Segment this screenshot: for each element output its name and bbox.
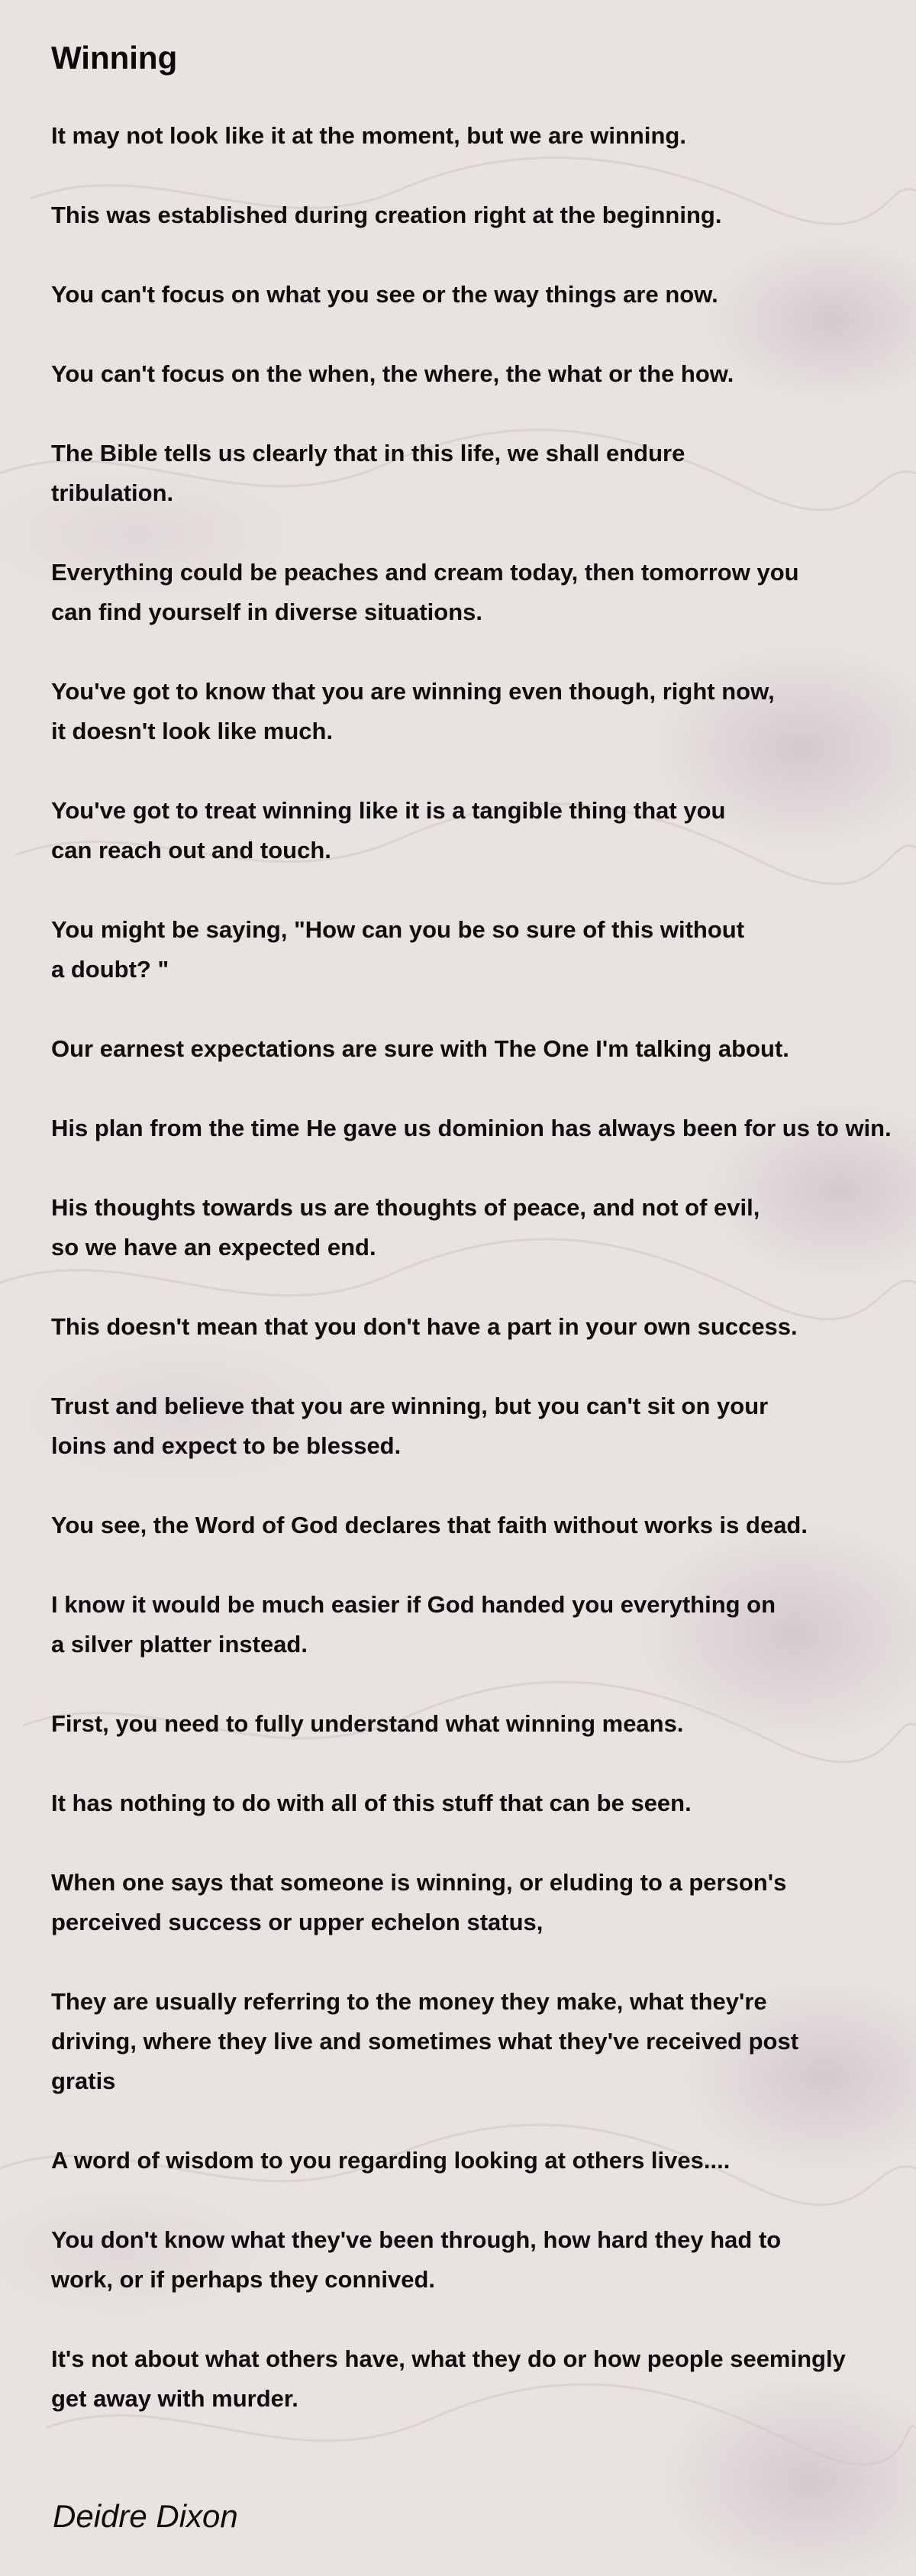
poem-line: I know it would be much easier if God handed you everything on <box>51 1591 776 1618</box>
poem-line: Trust and believe that you are winning, but you can't sit on your <box>51 1393 769 1419</box>
poem-stanza <box>51 1188 892 1267</box>
poem-stanza <box>51 1863 892 1942</box>
poem-line: so we have an expected end. <box>51 1234 376 1261</box>
poem-line: You might be saying, "How can you be so sure of this without <box>51 916 745 943</box>
poem-line: a silver platter instead. <box>51 1631 308 1658</box>
poem-line: tribulation. <box>51 479 174 506</box>
poem-line: They are usually referring to the money they make, what they're <box>51 1988 767 2015</box>
poem-stanza <box>51 1704 892 1744</box>
poem-line: get away with murder. <box>51 2385 298 2412</box>
poem-line: You can't focus on what you see or the way things are now. <box>51 281 718 308</box>
poem-line: It's not about what others have, what they do or how people seemingly <box>51 2345 846 2372</box>
poem-stanza <box>51 553 892 632</box>
poem-author: Deidre Dixon <box>53 2498 238 2534</box>
poem-line: This doesn't mean that you don't have a part in your own success. <box>51 1313 798 1340</box>
poem-line: First, you need to fully understand what winning means. <box>51 1710 684 1737</box>
poem-line: You've got to treat winning like it is a tangible thing that you <box>51 797 726 824</box>
poem-line: Our earnest expectations are sure with The One I'm talking about. <box>51 1035 789 1062</box>
poem-stanza <box>51 1386 892 1466</box>
poem-line: You can't focus on the when, the where, the what or the how. <box>51 360 734 387</box>
poem-line: a doubt? " <box>51 956 169 983</box>
poem-line: You see, the Word of God declares that faith without works is dead. <box>51 1512 808 1538</box>
poem-stanza <box>51 1029 892 1069</box>
poem-stanza <box>51 1109 892 1148</box>
poem-line: A word of wisdom to you regarding looking at others lives.... <box>51 2147 731 2174</box>
poem-line: driving, where they live and sometimes what they've received post <box>51 2028 799 2055</box>
poem-stanza <box>51 1307 892 1347</box>
poem-line: When one says that someone is winning, or eluding to a person's <box>51 1869 787 1896</box>
poem-body <box>51 116 892 2458</box>
poem-line: Everything could be peaches and cream today, then tomorrow you <box>51 559 799 586</box>
poem-stanza <box>51 791 892 870</box>
poem-stanza <box>51 672 892 751</box>
poem-line: It has nothing to do with all of this stuff that can be seen. <box>51 1790 692 1816</box>
poem-stanza <box>51 2339 892 2419</box>
poem-line: His plan from the time He gave us dominion has always been for us to win. <box>51 1115 892 1141</box>
poem-line: loins and expect to be blessed. <box>51 1432 402 1459</box>
poem-line: His thoughts towards us are thoughts of peace, and not of evil, <box>51 1194 760 1221</box>
poem-line: The Bible tells us clearly that in this life, we shall endure <box>51 440 685 466</box>
poem-stanza <box>51 195 892 235</box>
poem-stanza <box>51 910 892 989</box>
poem-line: can find yourself in diverse situations. <box>51 599 483 625</box>
poem-stanza <box>51 354 892 394</box>
poem-stanza <box>51 434 892 513</box>
poem-stanza <box>51 116 892 156</box>
poem-title: Winning <box>51 40 178 76</box>
poem-line: perceived success or upper echelon status, <box>51 1909 543 1935</box>
poem-stanza <box>51 2141 892 2181</box>
poem-stanza <box>51 275 892 315</box>
poem-line: gratis <box>51 2068 116 2094</box>
poem-stanza <box>51 2220 892 2300</box>
poem-line: can reach out and touch. <box>51 837 331 864</box>
poem-stanza <box>51 1982 892 2101</box>
poem-line: You've got to know that you are winning even though, right now, <box>51 678 775 705</box>
poem-stanza <box>51 1784 892 1823</box>
poem-line: This was established during creation right at the beginning. <box>51 202 722 228</box>
poem-line: You don't know what they've been through, how hard they had to <box>51 2226 782 2253</box>
poem-stanza <box>51 1506 892 1545</box>
poem-line: it doesn't look like much. <box>51 718 334 744</box>
poem-line: work, or if perhaps they connived. <box>51 2266 435 2293</box>
poem-line: It may not look like it at the moment, but we are winning. <box>51 122 686 149</box>
poem-stanza <box>51 1585 892 1664</box>
